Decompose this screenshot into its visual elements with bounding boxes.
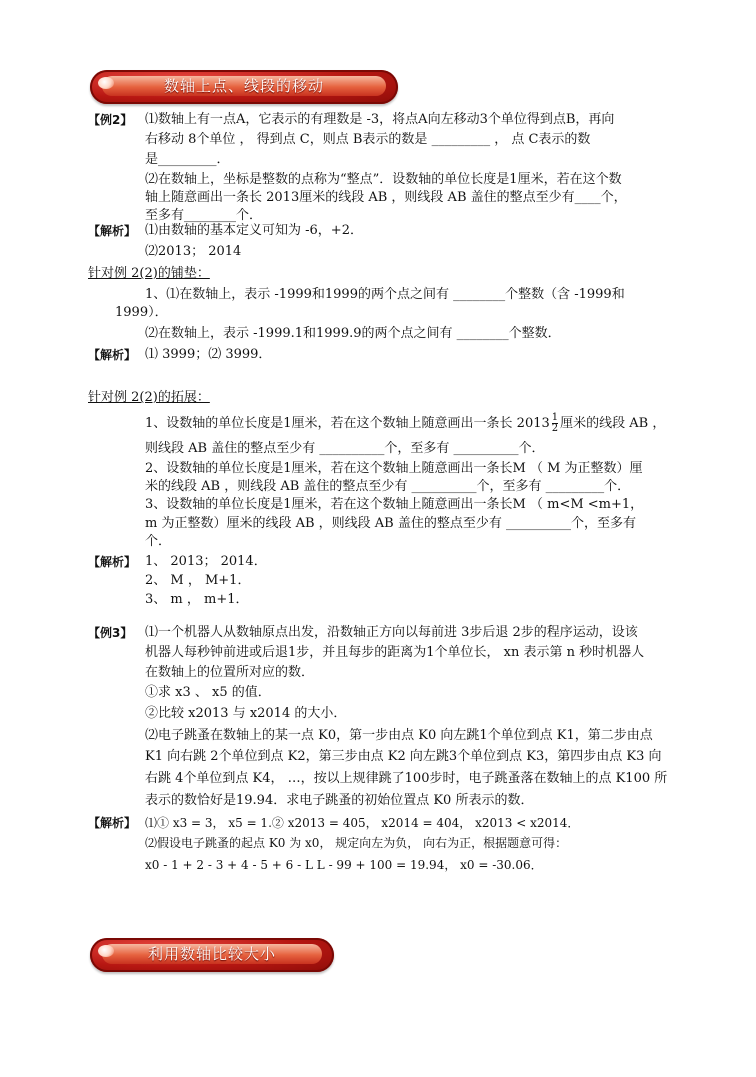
example-text-line: ②比较 x2013 与 x2014 的大小． [145,706,347,721]
answer-line: 3、 m ， m+1． [145,592,249,607]
answer-line: ⑵假设电子跳蚤的起点 K0 为 x0， 规定向左为负， 向右为正，根据题意可得： [145,836,568,850]
answer-tag: 【解析】 [88,816,137,830]
example-text-line: 机器人每秒钟前进或后退1步，并且每步的距离为1个单位长， xn 表示第 n 秒时机器人 [145,645,645,660]
exercise-line: 1、设数轴的单位长度是1厘米，若在这个数轴上随意画出一条长 2013 $\frac{1}{2}$ 厘米的线段 AB ， [145,412,666,434]
example-text-line: ⑵在数轴上，坐标是整数的点称为“整点”．设数轴的单位长度是1厘米，若在这个数 [145,172,622,187]
exercise-line: 1999）． [115,305,168,320]
subsection-title: 针对例 2(2)的拓展： [88,390,210,405]
example-tag: 【例2】 [88,113,133,127]
section-title: 数轴上点、线段的移动 [163,77,324,95]
example-text-line: ⑴一个机器人从数轴原点出发，沿数轴正方向以每前进 3步后退 2步的程序运动，设该 [145,625,638,640]
exercise-line: ⑵在数轴上，表示 -1999.1和1999.9的两个点之间有 ________个整数． [145,326,561,341]
example-text-line: 表示的数恰好是19.94．求电子跳蚤的初始位置点 K0 所表示的数． [145,793,534,808]
exercise-line: 则线段 AB 盖住的整点至少有 __________个，至多有 __________个． [145,441,545,456]
example-text-line: ⑴数轴上有一点A，它表示的有理数是 -3，将点A向左移动3个单位得到点B，再向 [145,112,615,127]
example-text-line: 右跳 4个单位到点 K4， …，按以上规律跳了100步时，电子跳蚤落在数轴上的点 K100 所 [145,771,668,786]
exercise-line: 个． [145,534,172,549]
example-text-line: K1 向右跳 2个单位到点 K2，第三步由点 K2 向左跳3个单位到点 K3，第四步由点 K3 向 [145,749,662,764]
example-text-line: 在数轴上的位置所对应的数． [145,665,315,680]
answer-line: ⑴ 3999；⑵ 3999． [145,347,272,362]
answer-line: x0 - 1 + 2 - 3 + 4 - 5 + 6 - L L - 99 + 100 = 19.94， x0 = -30.06． [145,858,543,872]
section-title: 利用数轴比较大小 [147,945,276,963]
example-text-line: 是_________． [145,152,230,167]
exercise-line: 3、设数轴的单位长度是1厘米，若在这个数轴上随意画出一条长M （ m<M <m+1， [145,497,644,512]
answer-tag: 【解析】 [88,348,137,362]
answer-line: 1、 2013； 2014． [145,554,267,569]
example-text-line: ①求 x3 、 x5 的值． [145,685,271,700]
example-text-line: 至多有________个． [145,208,263,223]
exercise-line: 1、⑴在数轴上，表示 -1999和1999的两个点之间有 ________个整数（含 -1999和 [145,287,625,302]
exercise-line: 米的线段 AB ，则线段 AB 盖住的整点至少有 __________个，至多有 _________个． [145,479,631,494]
example-text-line: 右移动 8个单位 ， 得到点 C，则点 B表示的数是 _________ ， 点 C表示的数 [145,132,591,147]
answer-line: 2、 M ， M+1． [145,573,251,588]
example-text-line: 轴上随意画出一条长 2013厘米的线段 AB ，则线段 AB 盖住的整点至少有____个， [145,190,627,205]
answer-tag: 【解析】 [88,224,137,238]
exercise-line: 2、设数轴的单位长度是1厘米，若在这个数轴上随意画出一条长M （ M 为正整数）厘 [145,461,643,476]
answer-line: ⑵2013； 2014 [145,244,242,259]
example-text-line: ⑵电子跳蚤在数轴上的某一点 K0，第一步由点 K0 向左跳1个单位到点 K1，第二步由点 [145,728,653,743]
section-banner [90,70,398,104]
answer-tag: 【解析】 [88,555,137,569]
answer-line: ⑴由数轴的基本定义可知为 -6，+2． [145,223,363,238]
example-tag: 【例3】 [88,626,133,640]
subsection-title: 针对例 2(2)的铺垫： [88,266,210,281]
exercise-line: m 为正整数）厘米的线段 AB ，则线段 AB 盖住的整点至少有 __________个，至多有 [145,516,637,531]
fraction: $\frac{1}{2}$ [551,412,559,434]
answer-line: ⑴① x3 = 3， x5 = 1.② x2013 = 405， x2014 = 404， x2013 < x2014． [145,816,580,830]
section-banner [90,938,334,972]
